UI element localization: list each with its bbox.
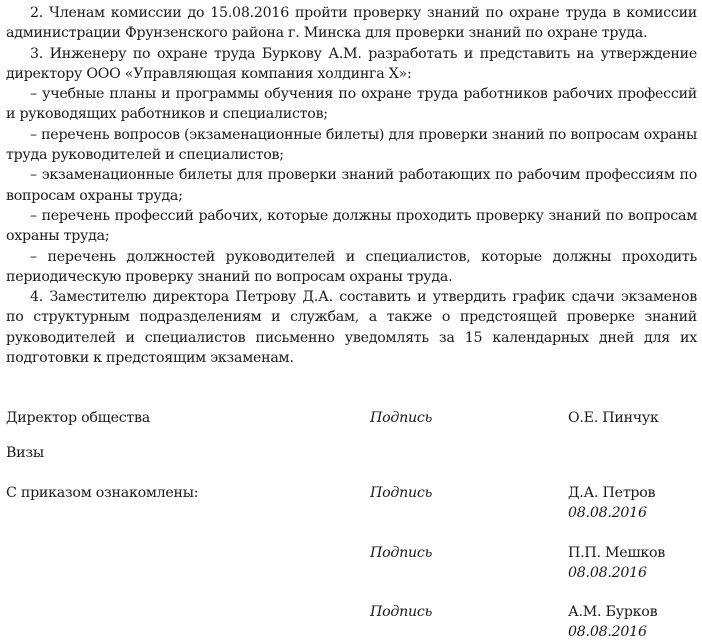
acquainted-name: П.П. Мешков xyxy=(568,545,666,561)
paragraph-item-2: 2. Членам комиссии до 15.08.2016 пройти проверку знаний по охране труда в комиссии администрации Фрунзенского района г. Минска для проверки знаний по охране труда. xyxy=(6,5,697,42)
visas-label: Визы xyxy=(6,445,44,461)
acquainted-date: 08.08.2016 xyxy=(568,505,647,521)
acquainted-person xyxy=(568,602,657,642)
acquainted-label: С приказом ознакомлены: xyxy=(6,485,199,501)
order-body xyxy=(6,3,697,368)
acquainted-date: 08.08.2016 xyxy=(568,565,647,581)
list-item-curricula: – учебные планы и программы обучения по охране труда работников рабочих профессий и руководящих работников и специалистов; xyxy=(6,86,697,123)
list-item-manager-positions: – перечень должностей руководителей и специалистов, которые должны проходить периодическую проверку знаний по вопросам охраны труда. xyxy=(6,248,697,285)
acquainted-person xyxy=(568,483,655,523)
acquainted-person xyxy=(568,543,665,583)
paragraph-item-3: 3. Инженеру по охране труда Буркову А.М. разработать и представить на утверждение директору ООО «Управляющая компания холдинга Х»: xyxy=(6,45,697,82)
acquainted-signature: Подпись xyxy=(370,545,433,561)
acquainted-date: 08.08.2016 xyxy=(568,624,647,640)
acquainted-name: Д.А. Петров xyxy=(568,485,656,501)
acquainted-name: А.М. Бурков xyxy=(568,604,658,620)
acquainted-signature: Подпись xyxy=(370,485,433,501)
director-name: О.Е. Пинчук xyxy=(568,410,659,426)
list-item-worker-professions: – перечень профессий рабочих, которые должны проходить проверку знаний по вопросам охраны труда; xyxy=(6,207,697,245)
list-item-question-list: – перечень вопросов (экзаменационные билеты) для проверки знаний по вопросам охраны труда руководителей и специалистов; xyxy=(6,126,697,164)
paragraph-item-4: 4. Заместителю директора Петрову Д.А. составить и утвердить график сдачи экзаменов по структурным подразделениям и службам, а также о предстоящей проверке знаний руководителей и специалистов письменно уведомлять за 15 календарных дней для их подготовки к предстоящим экзаменам. xyxy=(6,289,697,367)
director-position: Директор общества xyxy=(6,410,150,426)
acquainted-signature: Подпись xyxy=(370,604,433,620)
director-signature: Подпись xyxy=(370,410,433,426)
list-item-exam-tickets: – экзаменационные билеты для проверки знаний работающих по рабочим профессиям по вопросам охраны труда; xyxy=(6,167,697,204)
